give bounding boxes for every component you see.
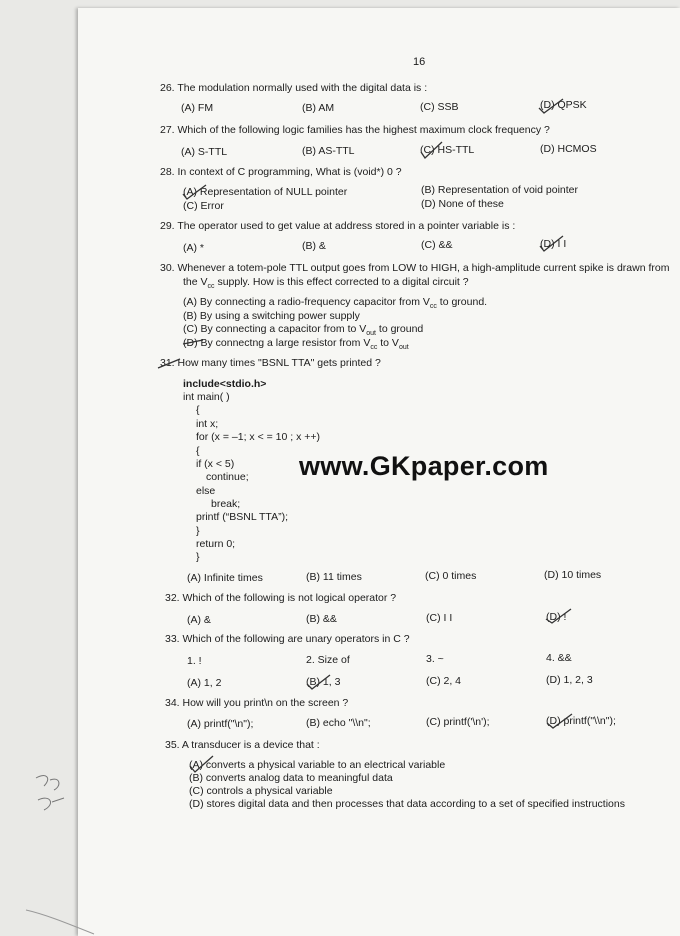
q33-item-3: 3. ~ (426, 653, 444, 665)
q34-tick-mark-icon (544, 711, 574, 731)
q26-tick-mark-icon (536, 96, 566, 116)
question-26: 26. The modulation normally used with the digital data is : (160, 82, 428, 94)
code-line-6: { (196, 445, 200, 457)
q30-option-a: (A) By connecting a radio-frequency capacitor from $V_{cc}$ to ground. (183, 296, 488, 311)
q27-tick-mark-icon (418, 140, 444, 162)
watermark-text: www.GKpaper.com (299, 451, 549, 481)
question-32: 32. Which of the following is not logical operator ? (165, 592, 397, 604)
margin-scribble-icon (30, 770, 78, 820)
q30-tick-mark-icon (181, 336, 207, 350)
question-28: 28. In context of C programming, What is (void*) 0 ? (160, 166, 402, 178)
q29-option-d: (D) I I (540, 238, 567, 250)
q30-option-b: (B) By using a switching power supply (183, 310, 360, 322)
question-30-line-2: the $V_{cc}$ supply. How is this effect corrected to a digital circuit ? (183, 276, 469, 291)
q33-item-1: 1. ! (187, 655, 202, 667)
q31-option-c: (C) 0 times (425, 570, 477, 582)
q34-option-d: (D) printf("\\n"); (546, 715, 616, 727)
q29-option-a: (A) * (183, 242, 204, 254)
q32-option-b: (B) && (306, 613, 337, 625)
q28-tick-mark-icon (180, 183, 208, 203)
code-line-1: include<stdio.h> (183, 378, 267, 390)
q35-option-d: (D) stores digital data and then processes that data according to a set of specified instructions (189, 798, 625, 810)
question-35: 35. A transducer is a device that : (165, 739, 320, 751)
q29-option-c: (C) && (421, 239, 453, 251)
code-line-12: } (196, 525, 200, 537)
q31-option-d: (D) 10 times (544, 569, 602, 581)
code-line-13: return 0; (196, 538, 236, 550)
code-line-8: continue; (206, 471, 249, 483)
q34-option-a: (A) printf("\n"); (187, 718, 254, 730)
code-line-5: for (x = –1; x < = 10 ; x ++) (196, 431, 321, 443)
code-line-10: break; (211, 498, 241, 510)
q26-option-c: (C) SSB (420, 101, 459, 113)
q33-option-d: (D) 1, 2, 3 (546, 674, 593, 686)
q28-option-a: (A) Representation of NULL pointer (183, 186, 348, 198)
q35-option-c: (C) controls a physical variable (189, 785, 333, 797)
q35-option-a: (A) converts a physical variable to an electrical variable (189, 759, 446, 771)
q35-option-b: (B) converts analog data to meaningful data (189, 772, 393, 784)
q33-option-a: (A) 1, 2 (187, 677, 222, 689)
q26-option-a: (A) FM (181, 102, 214, 114)
q35-tick-mark-icon (187, 754, 215, 776)
q29-tick-mark-icon (537, 234, 565, 254)
q30-option-c: (C) By connecting a capacitor from to $V_{out}$ to ground (183, 323, 424, 338)
question-27: 27. Which of the following logic families has the highest maximum clock frequency ? (160, 124, 550, 136)
q31-tick-mark-icon (156, 356, 184, 372)
q33-option-c: (C) 2, 4 (426, 675, 462, 687)
q34-option-c: (C) printf('\n'); (426, 716, 490, 728)
q27-option-b: (B) AS-TTL (302, 145, 355, 157)
question-30-line-1: 30. Whenever a totem-pole TTL output goes from LOW to HIGH, a high-amplitude current spike is drawn from (160, 262, 670, 274)
question-33: 33. Which of the following are unary operators in C ? (165, 633, 410, 645)
question-29: 29. The operator used to get value at address stored in a pointer variable is : (160, 220, 516, 232)
q28-option-b: (B) Representation of void pointer (421, 184, 579, 196)
q27-option-d: (D) HCMOS (540, 143, 597, 155)
q30-option-d: (D) By connectng a large resistor from $V_{cc}$ to $V_{out}$ (183, 337, 409, 352)
code-line-4: int x; (196, 418, 219, 430)
code-line-11: printf (“BSNL TTA”); (196, 511, 288, 523)
q27-option-a: (A) S-TTL (181, 146, 228, 158)
q31-option-a: (A) Infinite times (187, 572, 263, 584)
q33-option-b: (B) 1, 3 (306, 676, 341, 688)
code-line-14: } (196, 551, 200, 563)
code-line-2: int main( ) (183, 391, 230, 403)
q32-option-d: (D) ! (546, 611, 567, 623)
q26-option-b: (B) AM (302, 102, 335, 114)
q32-option-c: (C) I I (426, 612, 453, 624)
q33-tick-mark-icon (304, 672, 332, 692)
code-line-7: if (x < 5) (196, 458, 235, 470)
q27-option-c: (C) HS-TTL (420, 144, 475, 156)
q34-option-b: (B) echo "\\n"; (306, 717, 371, 729)
code-line-9: else (196, 485, 216, 497)
question-34: 34. How will you print\n on the screen ? (165, 697, 349, 709)
page-number: 16 (413, 56, 426, 68)
question-31: 31. How many times "BSNL TTA" gets printed ? (160, 357, 381, 369)
q32-option-a: (A) & (187, 614, 211, 626)
q33-item-4: 4. && (546, 652, 572, 664)
q32-tick-mark-icon (543, 606, 573, 626)
q28-option-c: (C) Error (183, 200, 224, 212)
q33-item-2: 2. Size of (306, 654, 350, 666)
q31-option-b: (B) 11 times (306, 571, 362, 583)
q28-option-d: (D) None of these (421, 198, 504, 210)
q29-option-b: (B) & (302, 240, 326, 252)
page-corner-fold-icon (24, 900, 104, 936)
code-line-3: { (196, 404, 200, 416)
q26-option-d: (D) QPSK (540, 99, 587, 111)
